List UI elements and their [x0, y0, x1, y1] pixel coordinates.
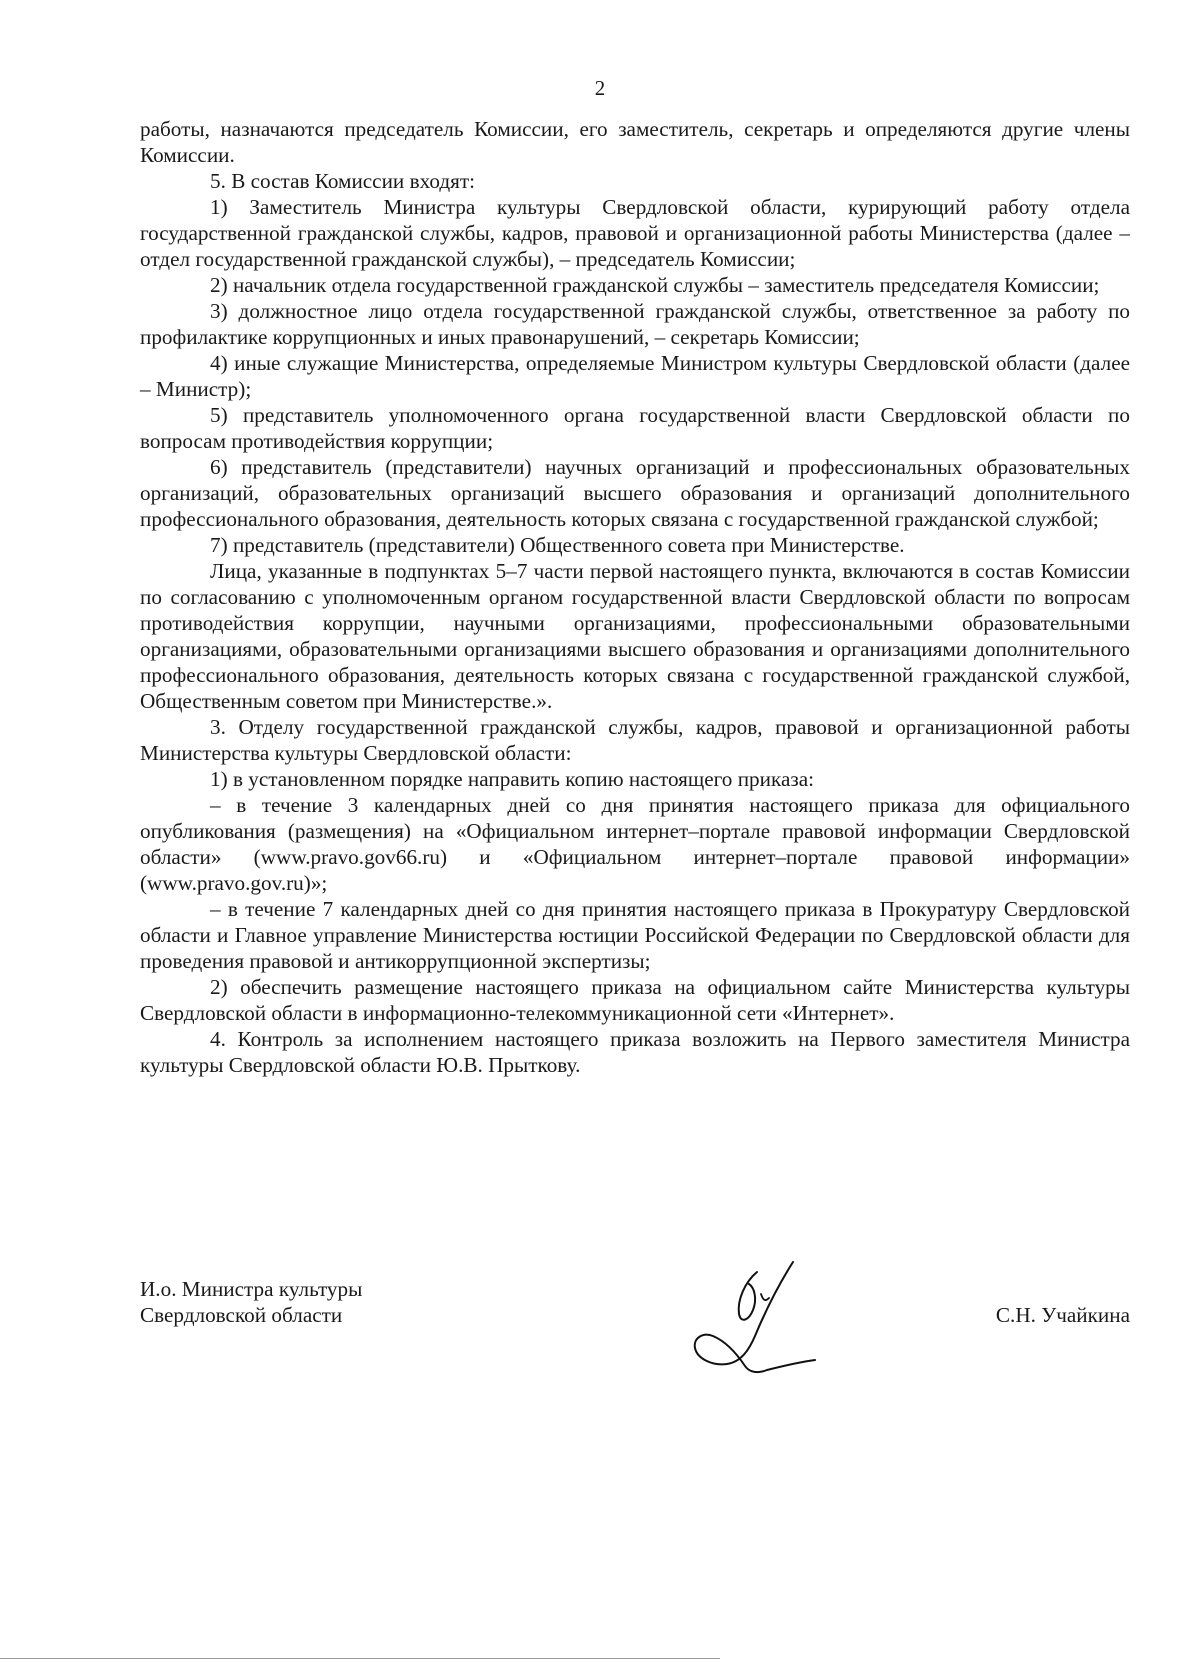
paragraph-dash-publication: – в течение 3 календарных дней со дня принятия настоящего приказа для официального опубликования (размещения) на «Официальном интернет–портале правовой информации Свердловской области» (www.pravo.gov66.ru) и «Официальном интернет–портале правовой информации» (www.pravo.gov.ru)»;	[140, 793, 1130, 895]
paragraph-subitem-5: 5) представитель уполномоченного органа государственной власти Свердловской области по вопросам противодействия коррупции;	[140, 403, 1130, 453]
signature-block	[140, 1276, 1130, 1406]
paragraph-subitem-3: 3) должностное лицо отдела государственной гражданской службы, ответственное за работу по профилактике коррупционных и иных правонарушений, – секретарь Комиссии;	[140, 299, 1130, 349]
paragraph-item-3-2: 2) обеспечить размещение настоящего приказа на официальном сайте Министерства культуры Свердловской области в информационно-телекоммуникационной сети «Интернет».	[140, 975, 1130, 1025]
signer-title-line-1: И.о. Министра культуры	[140, 1277, 363, 1301]
paragraph-subitem-4: 4) иные служащие Министерства, определяемые Министром культуры Свердловской области (далее – Министр);	[140, 351, 1130, 401]
handwritten-signature	[675, 1254, 845, 1384]
paragraph-subitem-1: 1) Заместитель Министра культуры Свердловской области, курирующий работу отдела государственной гражданской службы, кадров, правовой и организационной работы Министерства (далее – отдел государственной гражданской службы), – председатель Комиссии;	[140, 195, 1130, 271]
paragraph-continuation: работы, назначаются председатель Комиссии, его заместитель, секретарь и определяются другие члены Комиссии.	[140, 117, 1130, 167]
paragraph-subitem-7: 7) представитель (представители) Общественного совета при Министерстве.	[210, 533, 905, 557]
signer-title	[140, 1276, 362, 1328]
paragraph-dash-prosecutor: – в течение 7 календарных дней со дня принятия настоящего приказа в Прокуратуру Свердловской области и Главное управление Министерства юстиции Российской Федерации по Свердловской области для проведения правовой и антикоррупционной экспертизы;	[140, 897, 1130, 973]
signer-name: С.Н. Учайкина	[995, 1303, 1130, 1327]
paragraph-item-3: 3. Отделу государственной гражданской службы, кадров, правовой и организационной работы Министерства культуры Свердловской области:	[140, 715, 1130, 765]
paragraph-item-3-1: 1) в установленном порядке направить копию настоящего приказа:	[210, 767, 815, 791]
paragraph-subitem-2: 2) начальник отдела государственной гражданской службы – заместитель председателя Комиссии;	[210, 273, 1100, 297]
page-number: 2	[594, 76, 606, 100]
paragraph-persons: Лица, указанные в подпунктах 5–7 части первой настоящего пункта, включаются в состав Комиссии по согласованию с уполномоченным органом государственной власти Свердловской области по вопросам противодействия коррупции, научными организациями, профессиональными образовательными организациями, образовательными организациями высшего образования и организациями дополнительного профессионального образования, деятельность которых связана с государственной гражданской службой, Общественным советом при Министерстве.».	[140, 559, 1130, 713]
bottom-divider	[0, 1658, 720, 1659]
paragraph-item-4: 4. Контроль за исполнением настоящего приказа возложить на Первого заместителя Министра культуры Свердловской области Ю.В. Прыткову.	[140, 1027, 1130, 1077]
document-body	[140, 116, 1130, 1078]
paragraph-subitem-6: 6) представитель (представители) научных организаций и профессиональных образовательных организаций, образовательных организаций высшего образования и организаций дополнительного профессионального образования, деятельность которых связана с государственной гражданской службой;	[140, 455, 1130, 531]
signer-title-line-2: Свердловской области	[140, 1303, 343, 1327]
paragraph-item-5: 5. В состав Комиссии входят:	[210, 169, 476, 193]
